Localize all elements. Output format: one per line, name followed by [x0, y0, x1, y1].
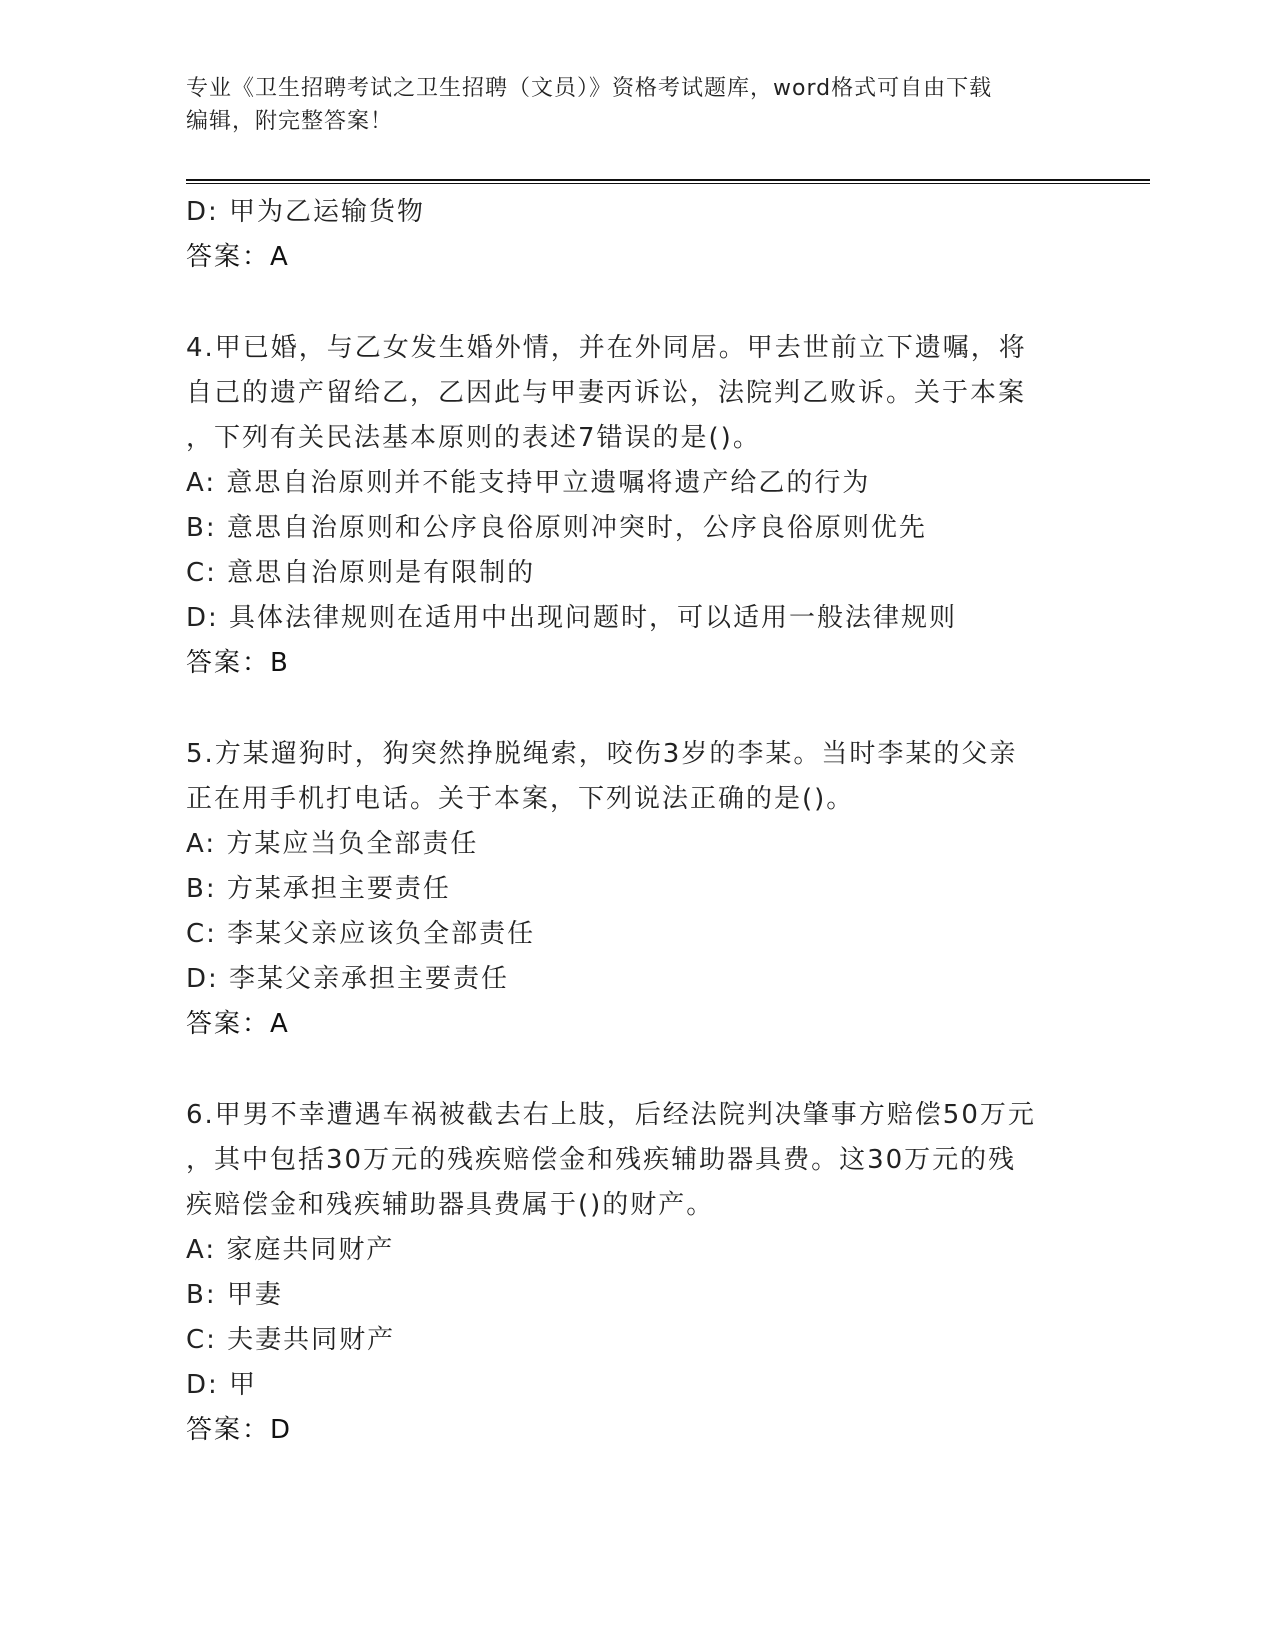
- option-b: B: 意思自治原则和公序良俗原则冲突时，公序良俗原则优先: [186, 513, 927, 543]
- question-text-line: 4.甲已婚，与乙女发生婚外情，并在外同居。甲去世前立下遗嘱，将: [186, 333, 1027, 363]
- option-c: C: 李某父亲应该负全部责任: [186, 919, 536, 949]
- option-d: D: 具体法律规则在适用中出现问题时，可以适用一般法律规则: [186, 603, 958, 633]
- question-5: [186, 732, 1086, 1047]
- option-a: A: 意思自治原则并不能支持甲立遗嘱将遗产给乙的行为: [186, 468, 871, 498]
- question-text-line: ，下列有关民法基本原则的表述7错误的是()。: [186, 423, 761, 453]
- option-a: A: 方某应当负全部责任: [186, 829, 479, 859]
- header-divider-thick: [186, 179, 1150, 181]
- question-text-line: ，其中包括30万元的残疾赔偿金和残疾辅助器具费。这30万元的残: [186, 1145, 1017, 1175]
- option-b: B: 方某承担主要责任: [186, 874, 451, 904]
- question-spacer: [186, 280, 1086, 326]
- option-d: D: 甲: [186, 1370, 258, 1400]
- question-text-line: 自己的遗产留给乙，乙因此与甲妻丙诉讼，法院判乙败诉。关于本案: [186, 378, 1027, 408]
- question-text-line: 6.甲男不幸遭遇车祸被截去右上肢，后经法院判决肇事方赔偿50万元: [186, 1100, 1036, 1130]
- question-text: [186, 1093, 1086, 1228]
- question-list: [186, 190, 1086, 1453]
- answer-line: 答案：A: [186, 242, 290, 272]
- answer-line: 答案：B: [186, 648, 290, 678]
- option-d: D: 甲为乙运输货物: [186, 197, 426, 227]
- header-line-2: 编辑，附完整答案！: [186, 109, 394, 134]
- previous-question-tail: [186, 190, 1086, 280]
- question-text-line: 正在用手机打电话。关于本案，下列说法正确的是()。: [186, 784, 855, 814]
- answer-line: 答案：D: [186, 1415, 293, 1445]
- option-d: D: 李某父亲承担主要责任: [186, 964, 510, 994]
- option-c: C: 意思自治原则是有限制的: [186, 558, 536, 588]
- question-6: [186, 1093, 1086, 1453]
- document-header: [186, 72, 1066, 138]
- question-text-line: 5.方某遛狗时，狗突然挣脱绳索，咬伤3岁的李某。当时李某的父亲: [186, 739, 1018, 769]
- question-4: [186, 326, 1086, 686]
- question-text: [186, 732, 1086, 822]
- option-a: A: 家庭共同财产: [186, 1235, 395, 1265]
- question-text: [186, 326, 1086, 461]
- header-divider-thin: [186, 183, 1150, 184]
- answer-line: 答案：A: [186, 1009, 290, 1039]
- question-spacer: [186, 686, 1086, 732]
- option-c: C: 夫妻共同财产: [186, 1325, 396, 1355]
- header-line-1: 专业《卫生招聘考试之卫生招聘（文员）》资格考试题库，word格式可自由下载: [186, 76, 993, 101]
- question-text-line: 疾赔偿金和残疾辅助器具费属于()的财产。: [186, 1190, 715, 1220]
- question-spacer: [186, 1047, 1086, 1093]
- option-b: B: 甲妻: [186, 1280, 283, 1310]
